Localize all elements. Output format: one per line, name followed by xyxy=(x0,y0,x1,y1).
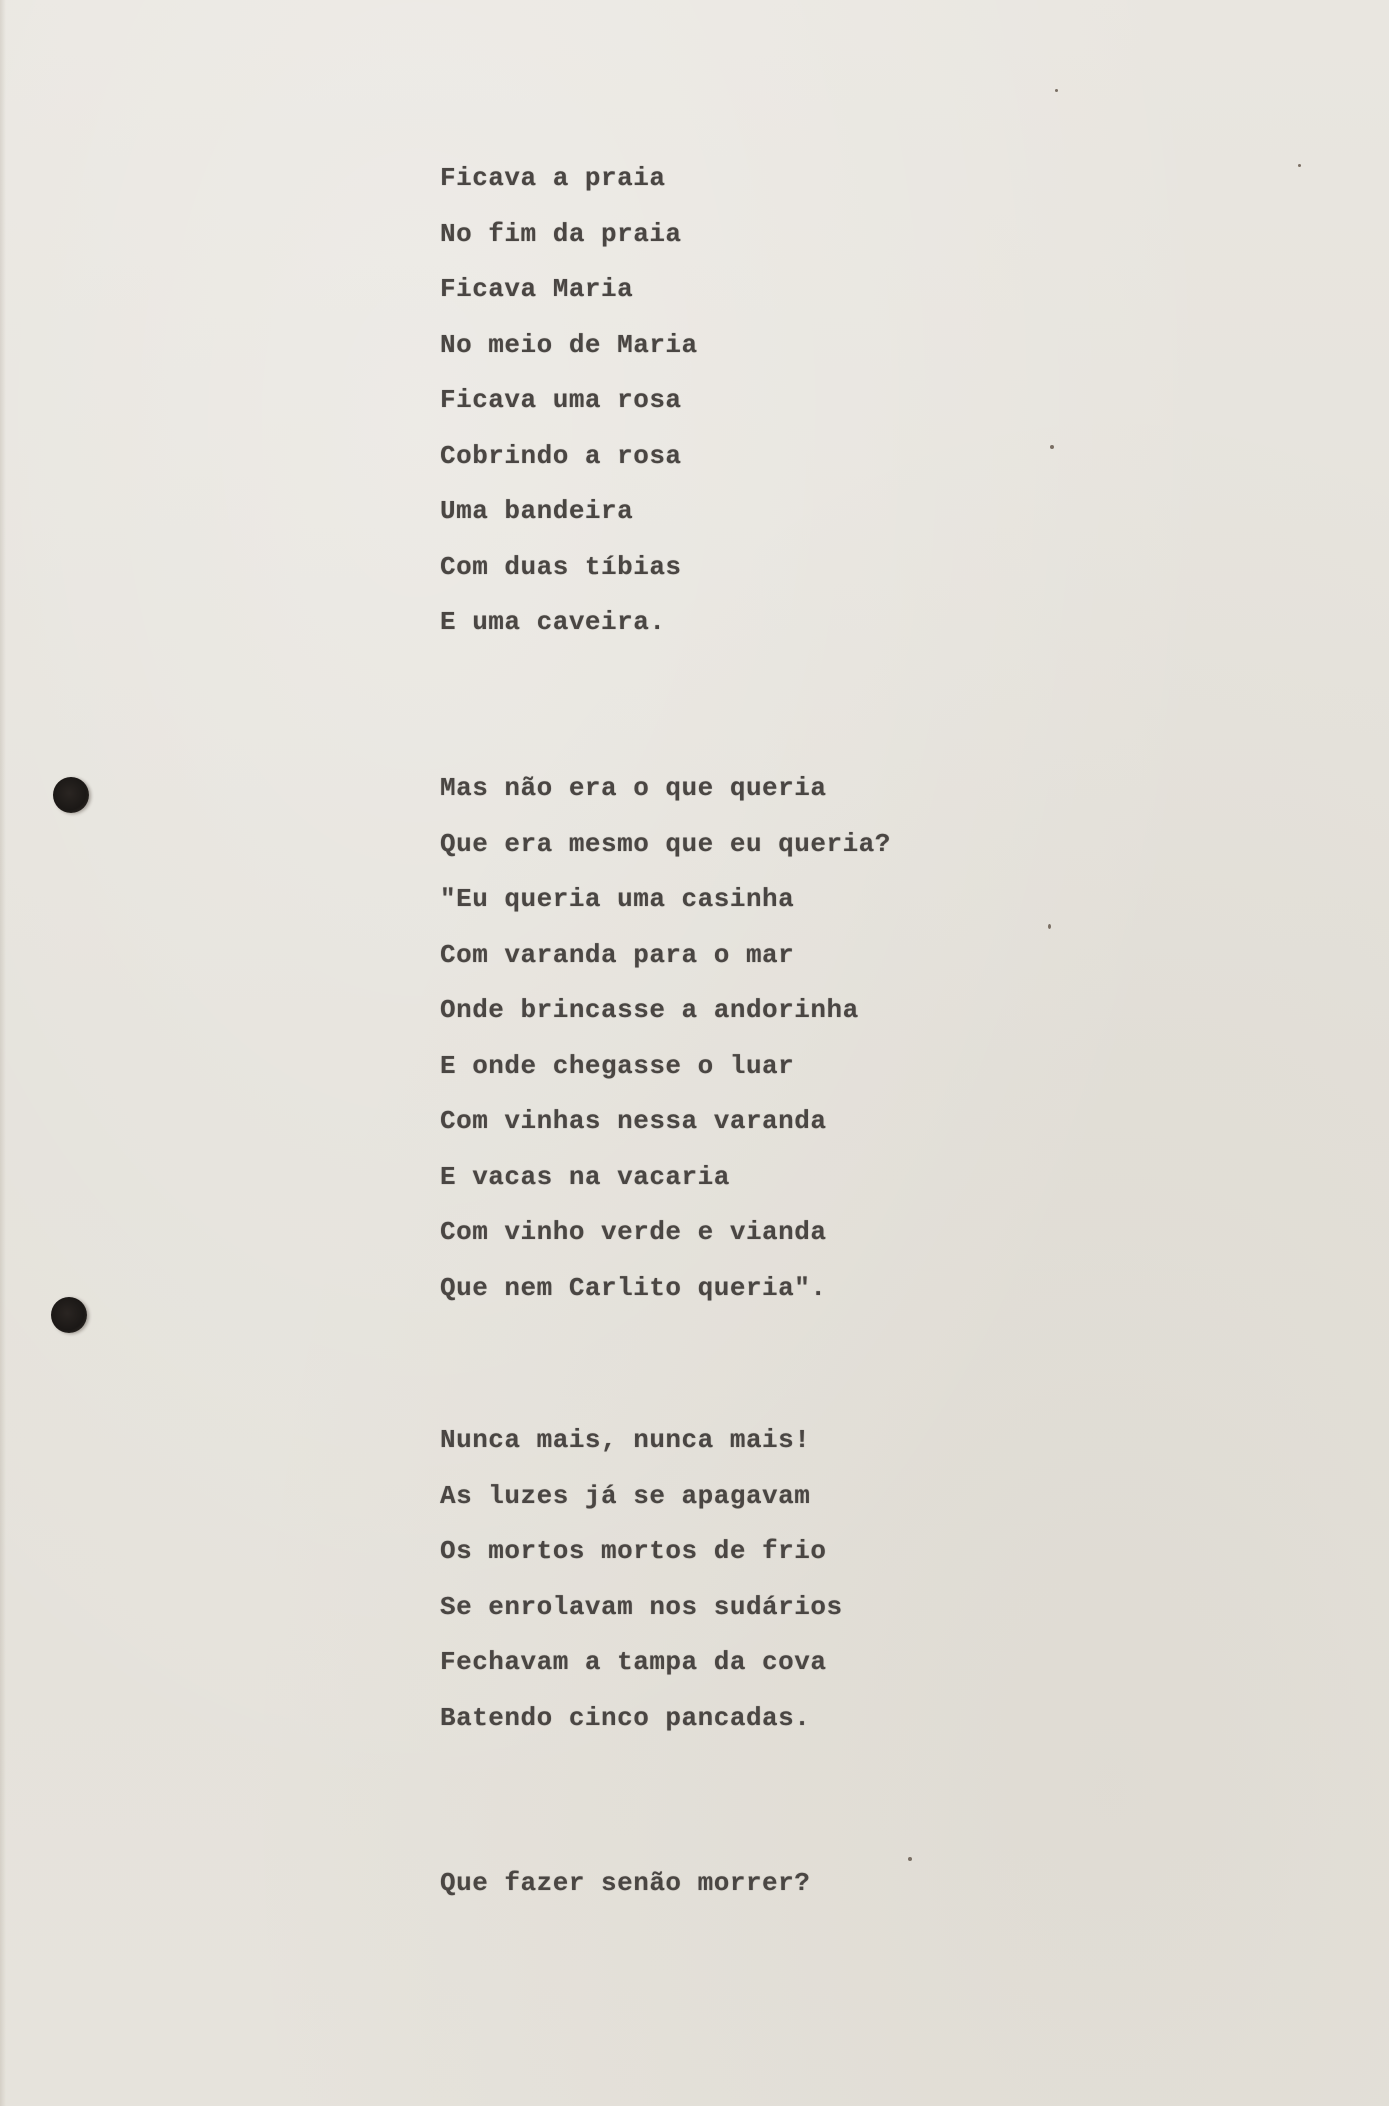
poem-line: Ficava uma rosa xyxy=(440,385,682,415)
paper-speck xyxy=(1050,445,1054,449)
poem-line: Com vinhas nessa varanda xyxy=(440,1106,827,1136)
paper-speck xyxy=(908,1857,912,1861)
stanza xyxy=(440,1860,810,1916)
poem-line: Que era mesmo que eu queria? xyxy=(440,828,891,859)
poem-line: Com duas tíbias xyxy=(440,551,682,582)
poem-line: No meio de Maria xyxy=(440,329,698,360)
paper-speck xyxy=(1048,924,1051,929)
poem-line: Cobrindo a rosa xyxy=(440,440,682,471)
paper-speck xyxy=(1055,89,1058,92)
punch-hole xyxy=(51,1297,87,1333)
paper-speck xyxy=(1298,164,1301,167)
stanza xyxy=(440,765,891,1320)
poem-line: Se enrolavam nos sudários xyxy=(440,1591,843,1622)
poem-line: E uma caveira. xyxy=(440,607,666,637)
poem-line: Com vinho verde e vianda xyxy=(440,1217,827,1247)
punch-hole xyxy=(53,777,89,813)
poem-line: Os mortos mortos de frio xyxy=(440,1536,827,1566)
poem-line: "Eu queria uma casinha xyxy=(440,884,795,914)
poem-line: Batendo cinco pancadas. xyxy=(440,1702,811,1733)
poem-line: Fechavam a tampa da cova xyxy=(440,1647,827,1677)
poem-line: Ficava a praia xyxy=(440,163,666,193)
stanza xyxy=(440,155,698,655)
poem-line: Uma bandeira xyxy=(440,496,634,526)
stanza xyxy=(440,1417,843,1750)
poem-line: No fim da praia xyxy=(440,218,682,249)
poem-line: Ficava Maria xyxy=(440,274,634,304)
poem-line: Nunca mais, nunca mais! xyxy=(440,1425,811,1455)
poem-line: Com varanda para o mar xyxy=(440,939,795,970)
poem-line: Mas não era o que queria xyxy=(440,773,827,803)
poem-line: E onde chegasse o luar xyxy=(440,1050,795,1081)
poem-line: Que nem Carlito queria". xyxy=(440,1272,827,1303)
poem-line: E vacas na vacaria xyxy=(440,1161,730,1192)
poem-line: Que fazer senão morrer? xyxy=(440,1868,811,1898)
poem-line: As luzes já se apagavam xyxy=(440,1480,811,1511)
poem-line: Onde brincasse a andorinha xyxy=(440,995,859,1025)
